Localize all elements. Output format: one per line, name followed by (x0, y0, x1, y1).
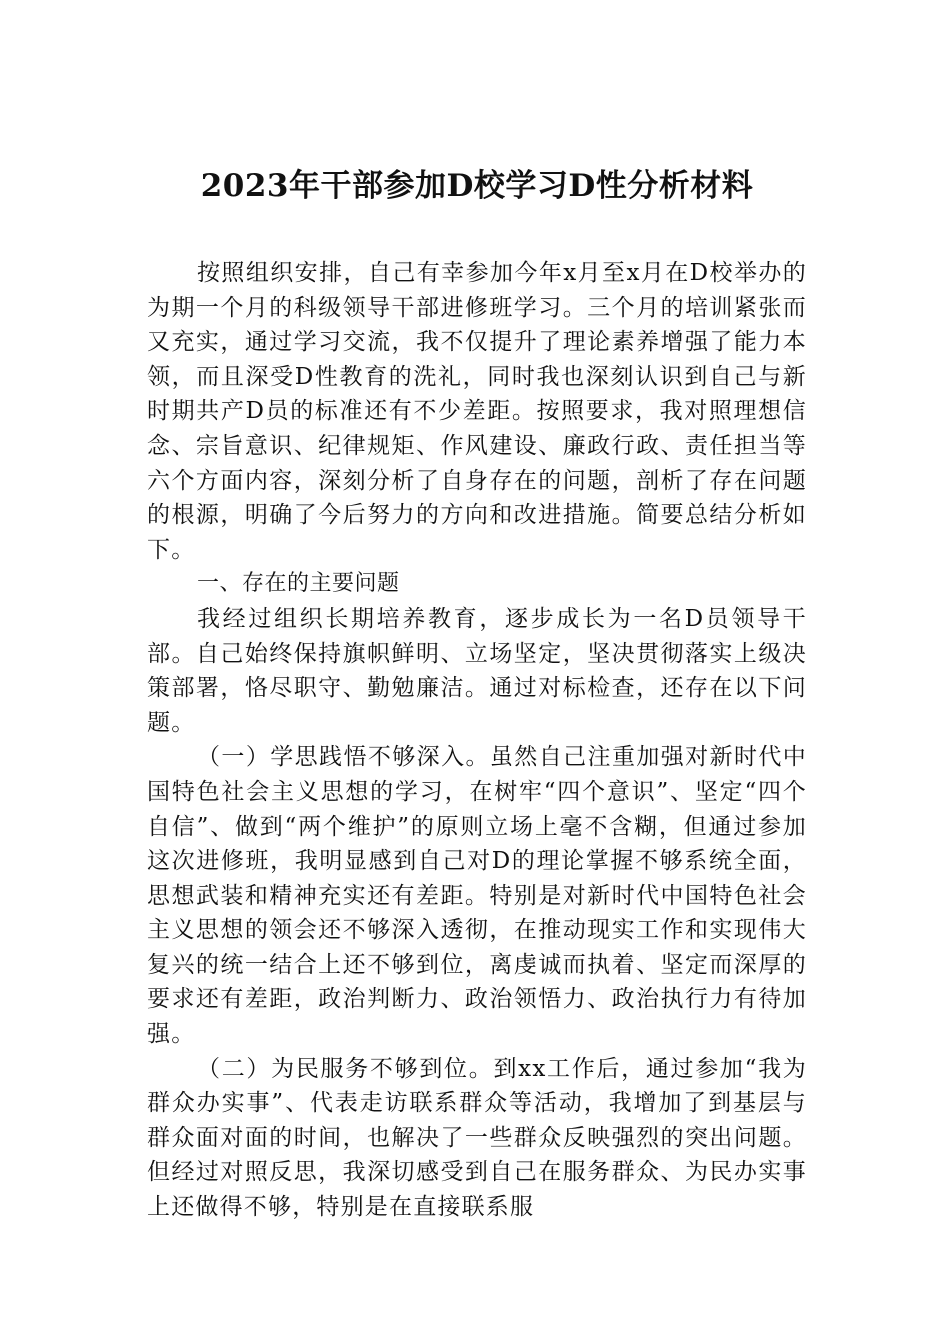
section-heading: 一、存在的主要问题 (197, 571, 400, 597)
intro-paragraph: 按照组织安排，自己有幸参加今年x月至x月在D校举办的为期一个月的科级领导干部进修班学习。三个月的培训紧张而又充实，通过学习交流，我不仅提升了理论素养增强了能力本领，而且深受D性教育的洗礼，同时我也深刻认识到自己与新时期共产D员的标准还有不少差距。按照要求，我对照理想信念、宗旨意识、纪律规矩、作风建设、廉政行政、责任担当等六个方面内容，深刻分析了自身存在的问题，剖析了存在问题的根源，明确了今后努力的方向和改进措施。简要总结分析如下。 (147, 260, 807, 563)
section-paragraph-1: 我经过组织长期培养教育，逐步成长为一名D员领导干部。自己始终保持旗帜鲜明、立场坚定，坚决贯彻落实上级决策部署，恪尽职守、勤勉廉洁。通过对标检查，还存在以下问题。 (147, 605, 807, 736)
document-title: 2023年干部参加D校学习D性分析材料 (200, 168, 754, 204)
section-paragraph-2: （一）学思践悟不够深入。虽然自己注重加强对新时代中国特色社会主义思想的学习，在树牢“四个意识”、坚定“四个自信”、做到“两个维护”的原则立场上毫不含糊，但通过参加这次进修班，我明显感到自己对D的理论掌握不够系统全面，思想武装和精神充实还有差距。特别是对新时代中国特色社会主义思想的领会还不够深入透彻，在推动现实工作和实现伟大复兴的统一结合上还不够到位，离虔诚而执着、坚定而深厚的要求还有差距，政治判断力、政治领悟力、政治执行力有待加强。 (147, 744, 807, 1048)
document-page (147, 0, 807, 1344)
document-body (147, 256, 807, 1225)
section-paragraph-3: （二）为民服务不够到位。到xx工作后，通过参加“我为群众办实事”、代表走访联系群众等活动，我增加了到基层与群众面对面的时间，也解决了一些群众反映强烈的突出问题。但经过对照反思，我深切感受到自己在服务群众、为民办实事上还做得不够，特别是在直接联系服 (147, 1055, 807, 1221)
